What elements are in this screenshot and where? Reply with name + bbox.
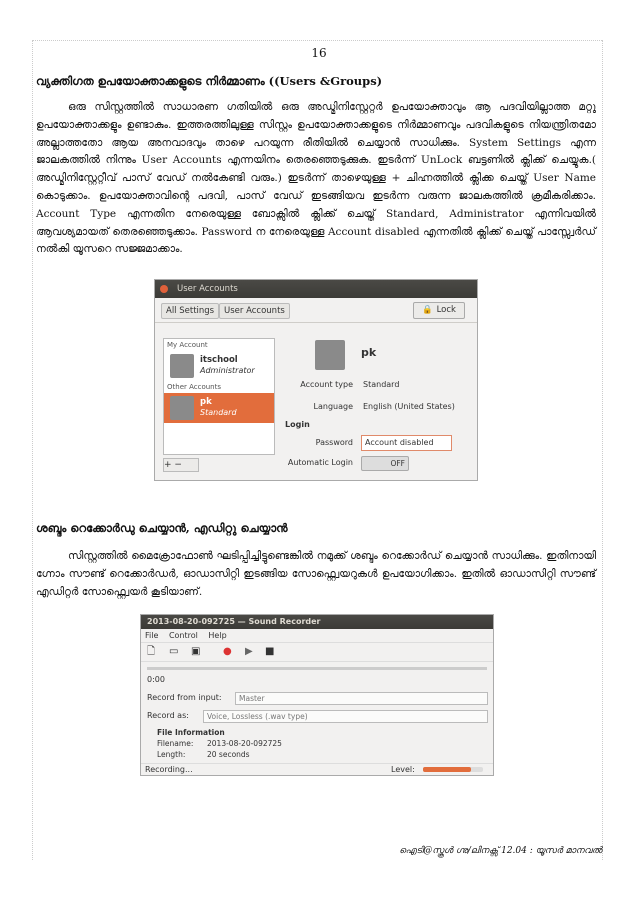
paragraph-text: സിസ്റ്റത്തിൽ മൈക്രോഫോൺ ഘടിപ്പിച്ചിട്ടുണ്ടെങ്കിൽ നമുക്ക് ശബ്ദം റെക്കോർഡ് ചെയ്യാൻ സാധിക്കും. ഇതിനായി ഗ്നോം സൗണ്ട് റെക്കോർഡർ, ഓഡാസിറ്റി ഇടങ്ങിയ സോഫ്റ്റ്വെയറുകൾ ഉപയോഗിക്കാം. ഇതിൽ ഓഡാസിറ്റി സൗണ്ട് എഡിറ്റർ സോഫ്റ്റ്വെയർ കൂടിയാണ്.: [36, 550, 596, 598]
sound-recorder-screenshot: [140, 614, 494, 776]
window-titlebar: [155, 280, 477, 298]
login-heading: Login: [285, 420, 310, 429]
page-footer: ഐടി@സ്കൂൾ ഗ്നു/ലിനക്സ് 12.04 : യൂസർ മാനവൽ: [399, 846, 602, 856]
section-paragraph-users: [36, 99, 596, 259]
file-info-heading: File Information: [157, 728, 225, 737]
password-label: Password: [315, 438, 353, 447]
save-icon[interactable]: ▣: [191, 646, 201, 657]
section-heading-users: വ്യക്തിഗത ഉപയോക്താക്കളുടെ നിർമ്മാണം ((Users &Groups): [36, 74, 383, 88]
page-number: 16: [311, 46, 327, 60]
page-border-top: [32, 40, 602, 41]
section-paragraph-sound: [36, 548, 596, 601]
record-as-label: Record as:: [147, 711, 189, 720]
play-icon[interactable]: ▶: [245, 646, 253, 657]
new-file-icon[interactable]: 🗋: [147, 646, 156, 657]
group-label-my-account: My Account: [167, 341, 208, 349]
menu-bar: [141, 629, 493, 643]
close-icon[interactable]: [160, 285, 168, 293]
avatar-icon: [170, 396, 194, 420]
page-border-right: [602, 40, 603, 860]
window-title: User Accounts: [177, 284, 238, 294]
toggle-state: OFF: [390, 459, 405, 468]
account-type-label: Account type: [300, 380, 353, 389]
stop-icon[interactable]: ■: [265, 646, 275, 657]
record-from-select[interactable]: Master: [235, 692, 488, 705]
page-border-left: [32, 40, 33, 860]
user-name: itschool: [200, 355, 238, 365]
window-title: 2013-08-20-092725 — Sound Recorder: [147, 617, 321, 626]
lock-button[interactable]: [413, 302, 465, 319]
status-text: Recording...: [145, 765, 193, 774]
lock-label: Lock: [436, 305, 456, 315]
breadcrumb-user-accounts[interactable]: User Accounts: [219, 303, 290, 319]
add-remove-user-buttons[interactable]: + −: [163, 458, 199, 472]
list-item[interactable]: [164, 393, 274, 423]
user-list: [163, 338, 275, 455]
section-heading-sound: ശബ്ദം റെക്കോർഡു ചെയ്യാൻ, എഡിറ്റു ചെയ്യാൻ: [36, 521, 288, 535]
level-fill: [423, 767, 471, 772]
account-type-value[interactable]: Standard: [363, 380, 400, 389]
user-role: Administrator: [200, 366, 255, 375]
group-label-other-accounts: Other Accounts: [167, 383, 222, 391]
toolbar: [141, 643, 493, 662]
filename-value: 2013-08-20-092725: [207, 739, 282, 748]
filename-label: Filename:: [157, 739, 194, 748]
selected-user-name[interactable]: pk: [361, 346, 377, 359]
status-bar: [141, 763, 493, 776]
time-display: 0:00: [147, 675, 165, 684]
window-titlebar: [141, 615, 493, 629]
position-slider[interactable]: [147, 667, 487, 670]
length-label: Length:: [157, 750, 186, 759]
user-name: pk: [200, 397, 212, 407]
paragraph-text: ഒരു സിസ്റ്റത്തിൽ സാധാരണ ഗതിയിൽ ഒരു അഡ്മിനിസ്റ്റേറ്റർ ഉപയോക്താവും ആ പദവിയില്ലാത്ത മറ്റു ഉപയോക്താക്കളും ഉണ്ടാകും. ഇത്തരത്തിലുള്ള സിസ്റ്റം ഉപയോക്താക്കളുടെ നിർമ്മാണവും പദവികളുടെ നിയന്ത്രിതമോ അല്ലാത്തതോ ആയ അനവാദവും താഴെ പറയുന്ന രീതിയിൽ ചെയ്യാൻ സാധിക്കും. System Settings എന്ന ജാലകത്തിൽ നിന്നും User Accounts എന്നയിനം തെരഞ്ഞെടുക്കുക. ഇടർന്ന് UnLock ബട്ടണിൽ ക്ലിക്ക് ചെയ്യുക.( അഡ്മിനിസ്റ്റേറ്റീവ് പാസ് വേഡ് നൽകേണ്ടി വരും.) ഇടർന്ന് താഴെയുള്ള + ചിഹ്നത്തിൽ ക്ലിക്ക ചെയ്ത് User Name കൊടുക്കാം. ഉപയോക്താവിന്റെ പദവി, പാസ് വേഡ് ഇടങ്ങിയവ ഇടർന്ന വരുന്ന ജാലകത്തിൽ ക്രമീകരിക്കാം. Account Type എന്നതിന നേരെയുള്ള ബോക്സിൽ ക്ലിക്ക് ചെയ്ത് Standard, Administrator എന്നിവയിൽ ആവശ്യമായത് തെരഞ്ഞെടുക്കാം. Password ന നേരെയുള്ള Account disabled എന്നതിൽ ക്ലിക്ക് ചെയ്ത് പാസ്സ്വേർഡ് നൽകി യൂസറെ സജ്ജമാക്കാം.: [36, 101, 596, 256]
level-meter: [423, 767, 483, 772]
toolbar: [155, 298, 477, 323]
menu-help[interactable]: Help: [208, 631, 227, 640]
avatar-icon: [170, 354, 194, 378]
automatic-login-toggle[interactable]: [361, 456, 409, 471]
menu-control[interactable]: Control: [168, 631, 198, 640]
record-from-label: Record from input:: [147, 693, 222, 702]
language-label: Language: [313, 402, 353, 411]
password-field[interactable]: Account disabled: [361, 435, 452, 451]
user-accounts-screenshot: [154, 279, 478, 481]
automatic-login-label: Automatic Login: [287, 458, 353, 467]
menu-file[interactable]: File: [145, 631, 159, 640]
list-item[interactable]: [164, 351, 274, 381]
selected-user-avatar-icon[interactable]: [315, 340, 345, 370]
lock-icon: 🔒: [422, 305, 433, 315]
level-label: Level:: [391, 765, 415, 774]
record-as-select[interactable]: Voice, Lossless (.wav type): [203, 710, 488, 723]
record-icon[interactable]: ●: [223, 646, 232, 657]
language-value[interactable]: English (United States): [363, 402, 455, 411]
user-role: Standard: [200, 408, 237, 417]
all-settings-button[interactable]: All Settings: [161, 303, 219, 319]
length-value: 20 seconds: [207, 750, 250, 759]
open-icon[interactable]: ▭: [169, 646, 179, 657]
